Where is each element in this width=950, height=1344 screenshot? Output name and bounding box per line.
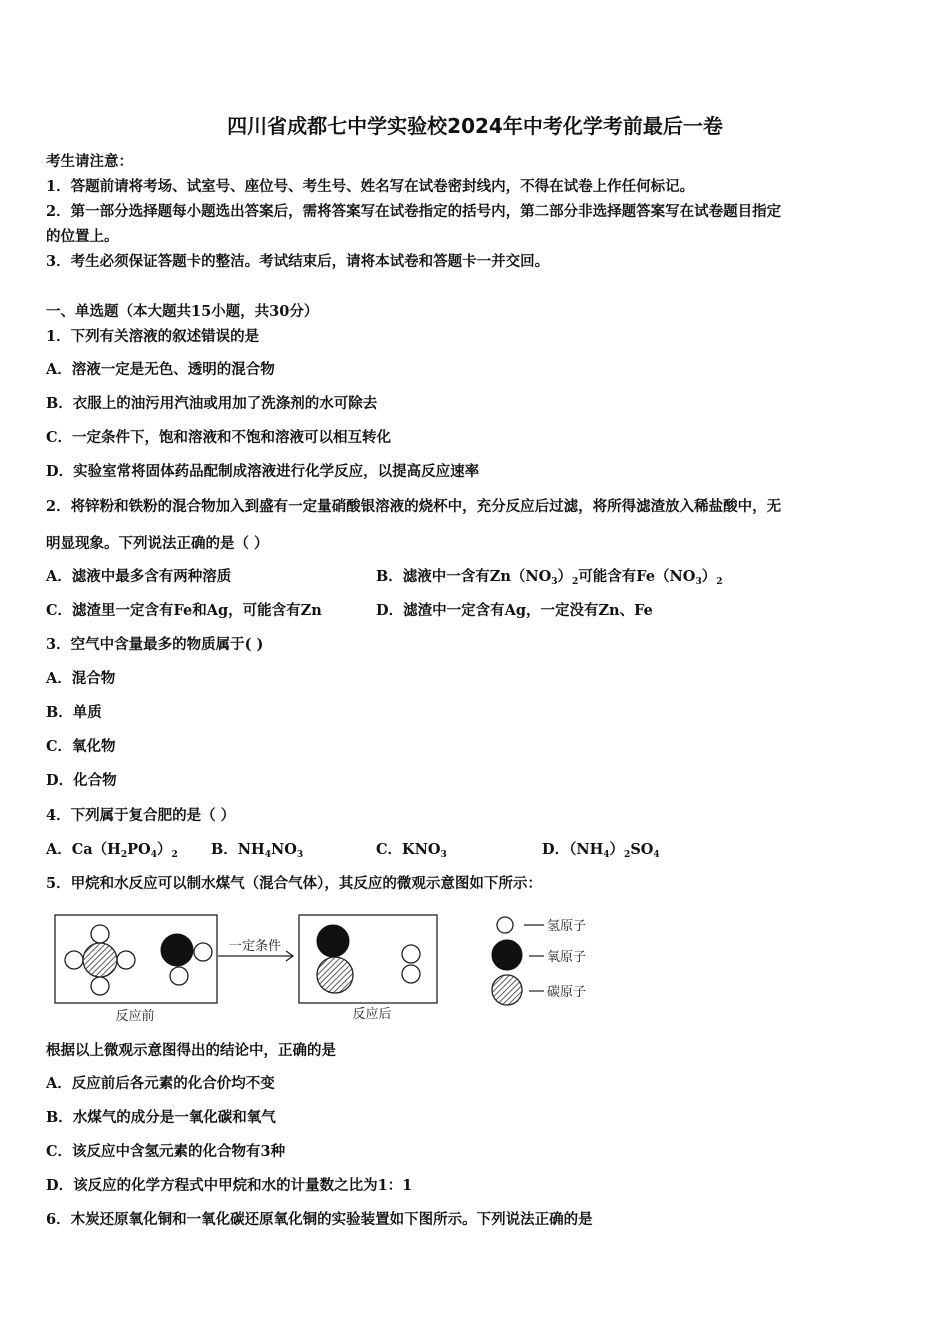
- q4-option-c: [376, 840, 447, 865]
- q2-option-a: A．滤液中最多含有两种溶质: [46, 568, 232, 585]
- notice-item-2: 2．第一部分选择题每小题选出答案后，需将答案写在试卷指定的括号内，第二部分非选择题答案写在试卷题目指定: [46, 203, 782, 220]
- q4-a-sub1: 2: [120, 850, 128, 860]
- q5-option-c: C．该反应中含氢元素的化合物有3种: [46, 1143, 286, 1160]
- carbon-atom: [83, 943, 117, 977]
- q4-c-part1: C．KNO: [376, 841, 441, 858]
- q4-b-sub1: 4: [264, 850, 271, 860]
- arrow-label: 一定条件: [228, 939, 282, 954]
- q3-option-a: A．混合物: [46, 670, 116, 687]
- q3-option-b: B．单质: [46, 704, 102, 721]
- q4-c-sub1: 3: [440, 850, 447, 860]
- q4-a-part2: PO: [127, 841, 151, 858]
- q4-stem: 4．下列属于复合肥的是（ ）: [46, 807, 236, 824]
- hydrogen-atom: [402, 965, 420, 983]
- q4-d-part2: ）: [609, 841, 625, 858]
- oxygen-atom: [317, 925, 349, 957]
- q2-b-part3: 可能含有Fe（NO: [578, 568, 696, 585]
- page-title: 四川省成都七中学实验校2024年中考化学考前最后一卷: [227, 114, 723, 138]
- q5-option-a: A．反应前后各元素的化合价均不变: [46, 1075, 275, 1092]
- q2-option-c: C．滤渣里一定含有Fe和Ag，可能含有Zn: [46, 602, 322, 619]
- q4-option-b: [211, 840, 303, 865]
- q1-option-b: B．衣服上的油污用汽油或用加了洗涤剂的水可除去: [46, 395, 378, 412]
- hydrogen-atom: [117, 951, 135, 969]
- hydrogen-atom: [194, 943, 212, 961]
- q2-b-sub2: 2: [572, 577, 579, 587]
- q4-b-sub2: 3: [296, 850, 304, 860]
- q4-d-sub3: 4: [653, 850, 660, 860]
- q4-a-sub2: 4: [150, 850, 157, 860]
- carbon-monoxide-molecule: [317, 925, 353, 993]
- q5-option-d: D．该反应的化学方程式中甲烷和水的计量数之比为1：1: [46, 1177, 413, 1194]
- q4-d-part3: SO: [630, 841, 654, 858]
- q2-option-b: [376, 567, 722, 592]
- q2-b-part4: ）: [701, 568, 717, 585]
- hydrogen-molecule: [402, 945, 420, 983]
- water-molecule: [161, 934, 212, 985]
- q2-b-sub3: 3: [695, 577, 702, 587]
- oxygen-atom: [161, 934, 193, 966]
- q2-b-part1: B．滤液中一含有Zn（NO: [376, 568, 552, 585]
- legend-hydrogen-swatch: [497, 917, 513, 933]
- hydrogen-atom: [402, 945, 420, 963]
- before-label: 反应前: [115, 1009, 155, 1024]
- notice-item-2-cont: 的位置上。: [46, 228, 119, 245]
- q1-option-a: A．溶液一定是无色、透明的混合物: [46, 361, 275, 378]
- q4-option-a: [46, 840, 178, 865]
- hydrogen-atom: [91, 977, 109, 995]
- notice-item-3: 3．考生必须保证答题卡的整洁。考试结束后，请将本试卷和答题卡一并交回。: [46, 253, 550, 270]
- q5-option-b: B．水煤气的成分是一氧化碳和氧气: [46, 1109, 276, 1126]
- q3-option-c: C．氧化物: [46, 738, 116, 755]
- q1-stem: 1．下列有关溶液的叙述错误的是: [46, 328, 260, 345]
- carbon-atom: [317, 957, 353, 993]
- hydrogen-atom: [170, 967, 188, 985]
- legend-hydrogen-label: 氢原子: [547, 919, 587, 934]
- q5-stem: 5．甲烷和水反应可以制水煤气（混合气体），其反应的微观示意图如下所示：: [46, 875, 542, 892]
- q6-stem: 6．木炭还原氧化铜和一氧化碳还原氧化铜的实验装置如下图所示。下列说法正确的是: [46, 1211, 593, 1228]
- after-label: 反应后: [352, 1007, 392, 1022]
- q3-stem: 3．空气中含量最多的物质属于( ): [46, 636, 264, 653]
- q4-b-part1: B．NH: [211, 841, 265, 858]
- section-heading: 一、单选题（本大题共15小题，共30分）: [46, 303, 319, 320]
- q4-a-part3: ）: [156, 841, 172, 858]
- q4-d-sub2: 2: [624, 850, 631, 860]
- q2-stem-line1: 2．将锌粉和铁粉的混合物加入到盛有一定量硝酸银溶液的烧杯中，充分反应后过滤，将所得滤渣放入稀盐酸中，无: [46, 498, 782, 515]
- notice-heading: 考生请注意：: [46, 153, 133, 170]
- hydrogen-atom: [91, 925, 109, 943]
- legend-oxygen-swatch: [492, 940, 522, 970]
- q2-b-sub1: 3: [551, 577, 558, 587]
- legend-carbon-label: 碳原子: [547, 985, 587, 1000]
- legend: [492, 917, 586, 1005]
- methane-molecule: [65, 925, 135, 995]
- q1-option-c: C．一定条件下，饱和溶液和不饱和溶液可以相互转化: [46, 429, 392, 446]
- hydrogen-atom: [65, 951, 83, 969]
- reaction-diagram: [50, 908, 620, 1028]
- q3-option-d: D．化合物: [46, 772, 117, 789]
- q4-b-part2: NO: [270, 841, 297, 858]
- q2-b-sub4: 2: [716, 577, 723, 587]
- q4-option-d: [542, 840, 660, 865]
- q5-lead: 根据以上微观示意图得出的结论中，正确的是: [46, 1042, 336, 1059]
- q2-b-part2: ）: [557, 568, 573, 585]
- legend-carbon-swatch: [492, 975, 522, 1005]
- q2-option-d: D．滤渣中一定含有Ag，一定没有Zn、Fe: [376, 602, 653, 619]
- q4-d-part1: D．（NH: [542, 841, 604, 858]
- legend-oxygen-label: 氧原子: [547, 950, 587, 965]
- notice-item-1: 1．答题前请将考场、试室号、座位号、考生号、姓名写在试卷密封线内，不得在试卷上作任何标记。: [46, 178, 695, 195]
- q4-a-sub3: 2: [171, 850, 178, 860]
- q4-d-sub1: 4: [603, 850, 610, 860]
- q2-stem-line2: 明显现象。下列说法正确的是（ ）: [46, 535, 269, 552]
- q1-option-d: D．实验室常将固体药品配制成溶液进行化学反应，以提高反应速率: [46, 463, 480, 480]
- q4-a-part1: A．Ca（H: [46, 841, 121, 858]
